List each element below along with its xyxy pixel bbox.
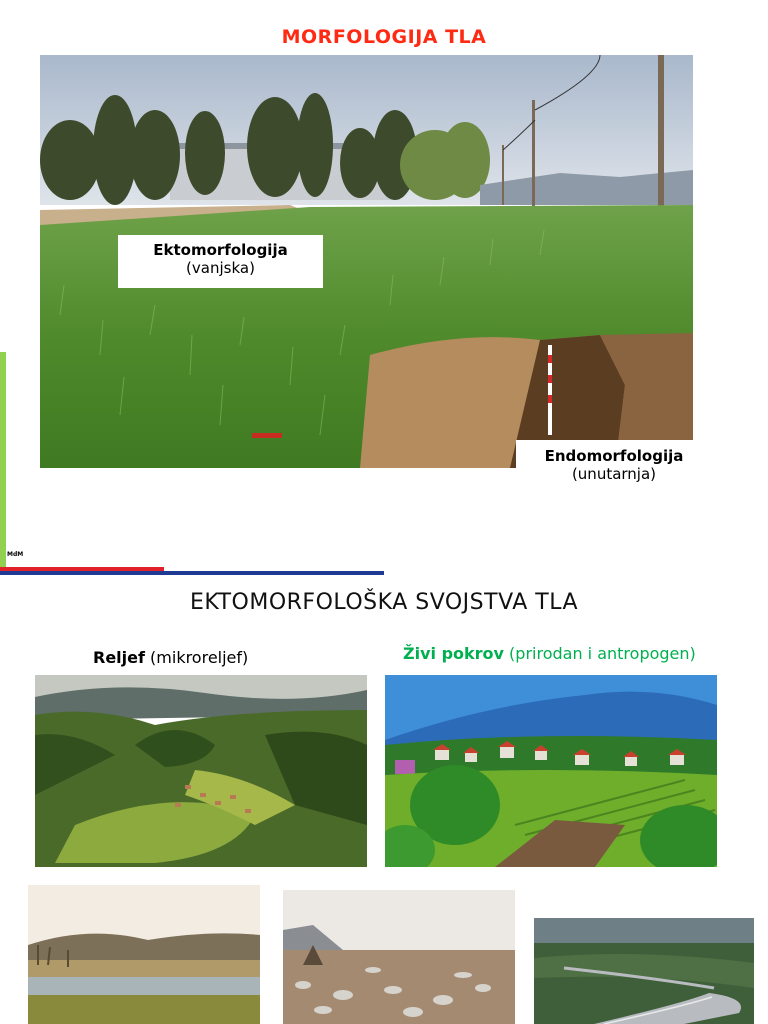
slide-title: MORFOLOGIJA TLA bbox=[281, 26, 487, 48]
wetland-illustration bbox=[28, 885, 260, 1024]
blue-divider-line bbox=[0, 571, 384, 575]
relief-illustration bbox=[35, 675, 367, 867]
highway-aerial-photo bbox=[534, 918, 754, 1024]
highway-aerial-illustration bbox=[534, 918, 754, 1024]
reljef-normal: (mikroreljef) bbox=[144, 648, 249, 667]
relief-photo bbox=[35, 675, 367, 867]
slide-ektomorfoloska-svojstva bbox=[0, 580, 768, 1024]
pokrov-caption bbox=[403, 644, 696, 663]
rocky-field-photo bbox=[283, 890, 515, 1024]
reljef-caption bbox=[93, 648, 248, 667]
ektomorfologija-title: Ektomorfologija bbox=[153, 241, 288, 259]
endomorfologija-label bbox=[516, 440, 712, 494]
wetland-photo bbox=[28, 885, 260, 1024]
slide-title: EKTOMORFOLOŠKA SVOJSTVA TLA bbox=[189, 590, 579, 615]
ektomorfologija-subtitle: (vanjska) bbox=[186, 259, 255, 277]
endomorfologija-subtitle: (unutarnja) bbox=[571, 465, 657, 483]
ektomorfologija-label bbox=[118, 235, 323, 288]
pokrov-bold: Živi pokrov bbox=[403, 644, 504, 663]
vegetation-photo bbox=[385, 675, 717, 867]
endomorfologija-title: Endomorfologija bbox=[544, 447, 684, 465]
footer-mark: MdM bbox=[7, 551, 24, 558]
vegetation-illustration bbox=[385, 675, 717, 867]
green-accent-bar bbox=[0, 352, 6, 568]
rocky-field-illustration bbox=[283, 890, 515, 1024]
pokrov-normal: (prirodan i antropogen) bbox=[503, 644, 696, 663]
reljef-bold: Reljef bbox=[93, 648, 145, 667]
